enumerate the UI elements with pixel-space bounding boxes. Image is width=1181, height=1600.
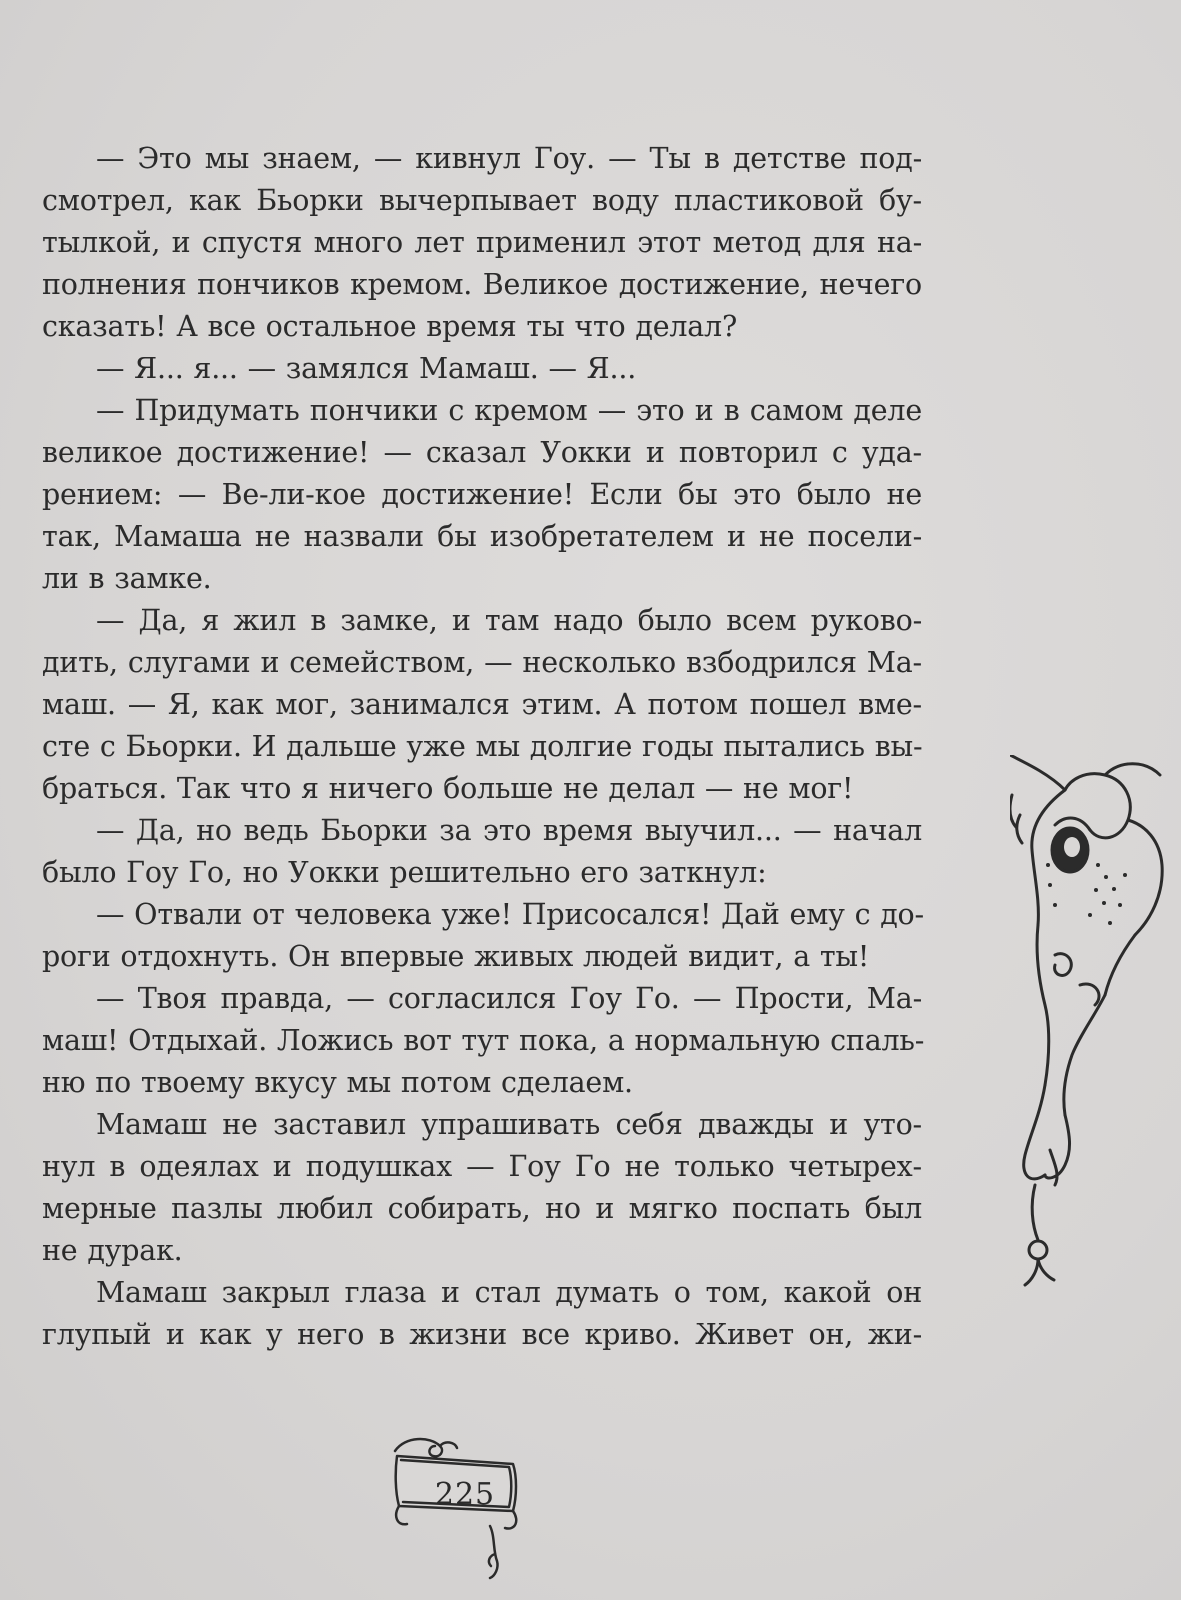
text-line: маш! Отдыхай. Ложись вот тут пока, а нормальную спаль-: [42, 1024, 925, 1057]
text-line: великое достижение! — сказал Уокки и повторил с уда-: [42, 436, 922, 469]
text-line: — Я... я... — замялся Мамаш. — Я...: [96, 352, 637, 385]
text-line: сте с Бьорки. И дальше уже мы долгие годы пытались вы-: [42, 730, 923, 763]
text-line: сказать! А все остальное время ты что делал?: [42, 310, 738, 343]
text-line: — Придумать пончики с кремом — это и в самом деле: [96, 394, 922, 427]
page-number: 225: [434, 1477, 496, 1512]
text-line: — Это мы знаем, — кивнул Гоу. — Ты в детстве под-: [96, 142, 922, 175]
text-line: ли в замке.: [42, 562, 212, 595]
text-line: так, Мамаша не назвали бы изобретателем и не посели-: [42, 520, 922, 553]
text-line: Мамаш закрыл глаза и стал думать о том, какой он: [96, 1276, 922, 1309]
text-line: смотрел, как Бьорки вычерпывает воду пластиковой бу-: [42, 184, 922, 217]
text-line: не дурак.: [42, 1234, 183, 1267]
dragon-head-ornament-icon: [1010, 755, 1170, 1305]
text-line: ню по твоему вкусу мы потом сделаем.: [42, 1066, 633, 1099]
text-line: нул в одеялах и подушках — Гоу Го не только четырех-: [42, 1150, 922, 1183]
text-line: полнения пончиков кремом. Великое достижение, нечего: [42, 268, 922, 301]
text-line: — Да, я жил в замке, и там надо было всем руково-: [96, 604, 922, 637]
text-line: глупый и как у него в жизни все криво. Живет он, жи-: [42, 1318, 922, 1351]
text-line: браться. Так что я ничего больше не делал — не мог!: [42, 772, 854, 805]
text-line: Мамаш не заставил упрашивать себя дважды и уто-: [96, 1108, 922, 1141]
text-line: мерные пазлы любил собирать, но и мягко поспать был: [42, 1192, 922, 1225]
text-line: — Отвали от человека уже! Присосался! Дай ему с до-: [96, 898, 924, 931]
text-line: — Твоя правда, — согласился Гоу Го. — Прости, Ма-: [96, 982, 922, 1015]
text-line: дить, слугами и семейством, — несколько взбодрился Ма-: [42, 646, 922, 679]
text-line: роги отдохнуть. Он впервые живых людей видит, а ты!: [42, 940, 870, 973]
text-line: было Гоу Го, но Уокки решительно его заткнул:: [42, 856, 767, 889]
text-line: — Да, но ведь Бьорки за это время выучил... — начал: [96, 814, 922, 847]
text-line: рением: — Ве-ли-кое достижение! Если бы это было не: [42, 478, 922, 511]
body-text: [42, 138, 925, 1356]
text-line: тылкой, и спустя много лет применил этот метод для на-: [42, 226, 922, 259]
text-line: маш. — Я, как мог, занимался этим. А потом пошел вме-: [42, 688, 922, 721]
